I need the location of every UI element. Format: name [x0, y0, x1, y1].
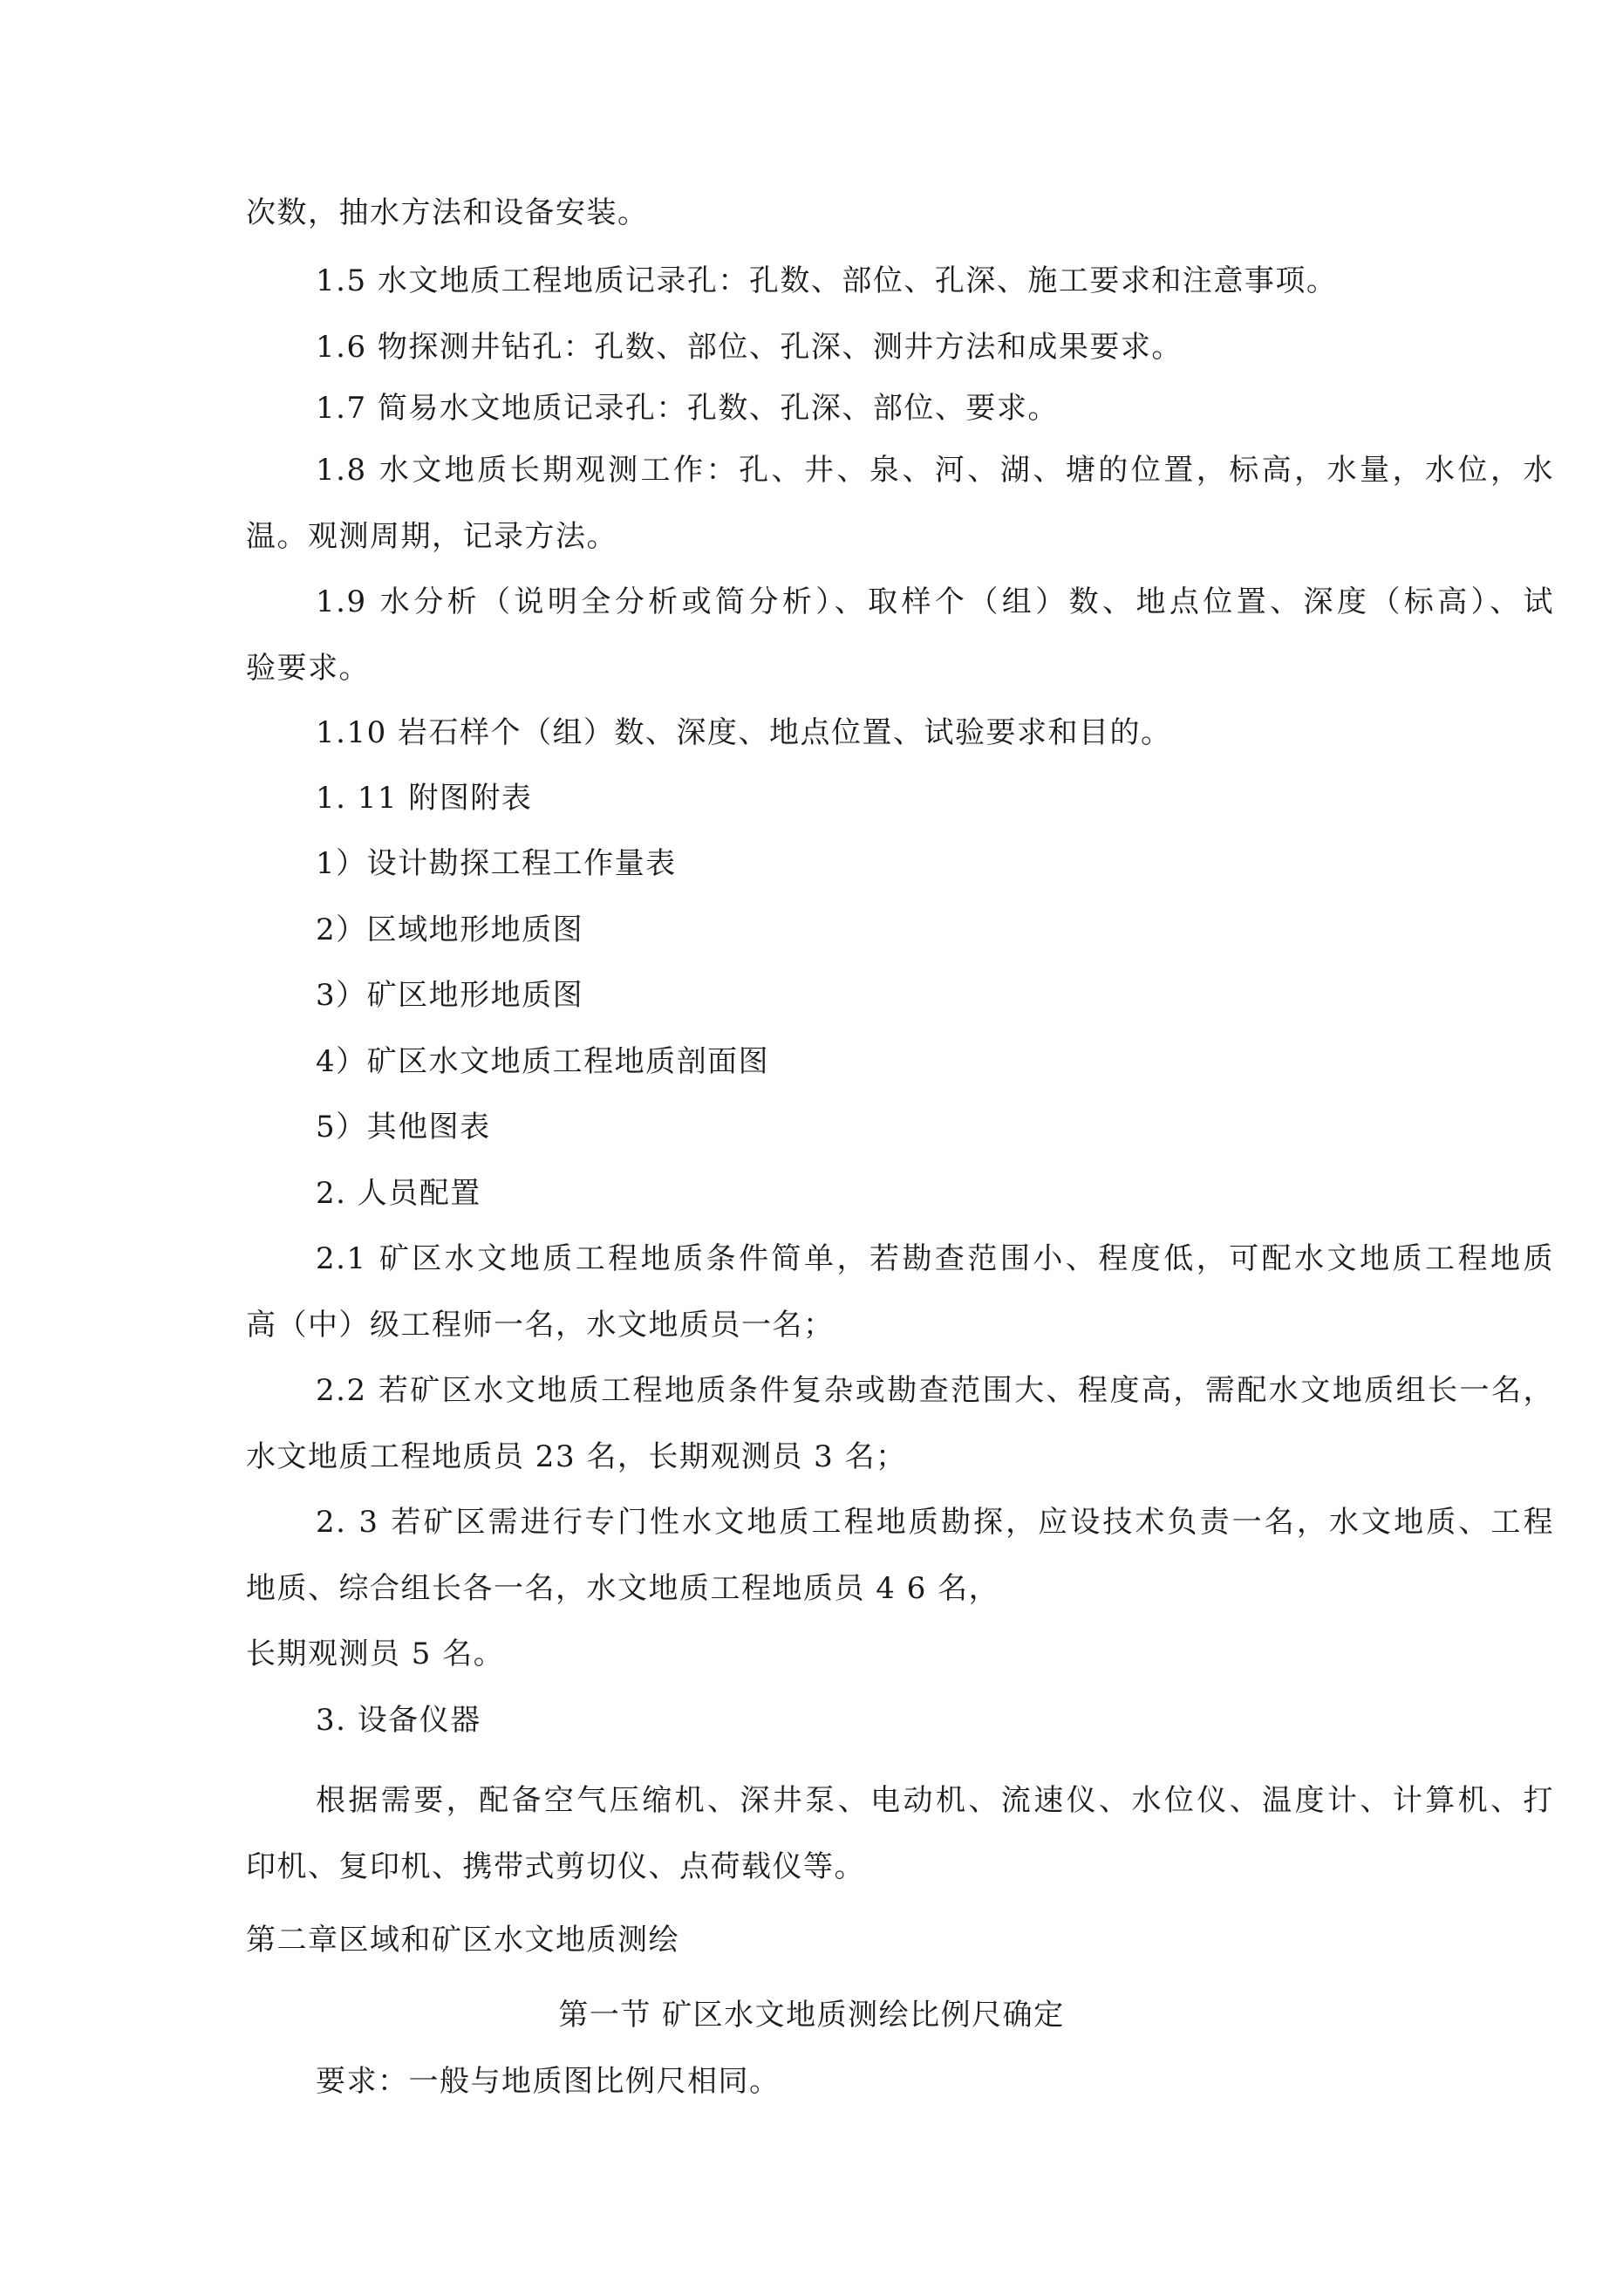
item-2-3-line-3: 长期观测员 5 名。 [246, 1637, 505, 1671]
paragraph-continuation: 次数，抽水方法和设备安装。 [246, 195, 649, 230]
chapter-title: 第二章区域和矿区水文地质测绘 [246, 1923, 679, 1958]
item-1-6: 1.6 物探测井钻孔：孔数、部位、孔深、测井方法和成果要求。 [316, 330, 1183, 365]
attachment-item-1: 1）设计勘探工程工作量表 [316, 846, 677, 881]
section-3-heading: 3. 设备仪器 [316, 1703, 481, 1738]
item-1-5: 1.5 水文地质工程地质记录孔：孔数、部位、孔深、施工要求和注意事项。 [316, 263, 1338, 298]
requirement-text: 要求：一般与地质图比例尺相同。 [316, 2064, 781, 2099]
item-1-9-line-2: 验要求。 [246, 651, 370, 686]
attachment-item-3: 3）矿区地形地质图 [316, 978, 584, 1013]
item-1-8-line-2: 温。观测周期，记录方法。 [246, 519, 617, 554]
item-1-10: 1.10 岩石样个（组）数、深度、地点位置、试验要求和目的。 [316, 715, 1172, 750]
section-title: 第一节 矿区水文地质测绘比例尺确定 [558, 1998, 1065, 2033]
item-2-3-line-2: 地质、综合组长各一名，水文地质工程地质员 4 6 名， [246, 1571, 1000, 1606]
item-2-3-line-1: 2. 3 若矿区需进行专门性水文地质工程地质勘探，应设技术负责一名，水文地质、工程 [316, 1505, 1554, 1540]
attachment-item-4: 4）矿区水文地质工程地质剖面图 [316, 1044, 770, 1079]
attachment-item-5: 5）其他图表 [316, 1110, 491, 1145]
attachment-item-2: 2）区域地形地质图 [316, 912, 584, 947]
item-1-11-heading: 1. 11 附图附表 [316, 781, 533, 816]
equipment-line-2: 印机、复印机、携带式剪切仪、点荷载仪等。 [246, 1849, 865, 1884]
item-2-1-line-1: 2.1 矿区水文地质工程地质条件简单，若勘查范围小、程度低，可配水文地质工程地质 [316, 1241, 1554, 1276]
section-2-heading: 2. 人员配置 [316, 1176, 481, 1211]
item-1-9-line-1: 1.9 水分析（说明全分析或简分析）、取样个（组）数、地点位置、深度（标高）、试 [316, 584, 1554, 619]
item-1-7: 1.7 简易水文地质记录孔：孔数、孔深、部位、要求。 [316, 391, 1059, 426]
item-2-2-line-2: 水文地质工程地质员 23 名，长期观测员 3 名； [246, 1439, 907, 1474]
equipment-line-1: 根据需要，配备空气压缩机、深井泵、电动机、流速仪、水位仪、温度计、计算机、打 [316, 1783, 1554, 1818]
item-2-1-line-2: 高（中）级工程师一名，水文地质员一名； [246, 1308, 835, 1343]
item-2-2-line-1: 2.2 若矿区水文地质工程地质条件复杂或勘查范围大、程度高，需配水文地质组长一名， [316, 1373, 1554, 1408]
item-1-8-line-1: 1.8 水文地质长期观测工作：孔、井、泉、河、湖、塘的位置，标高，水量，水位，水 [316, 453, 1554, 488]
